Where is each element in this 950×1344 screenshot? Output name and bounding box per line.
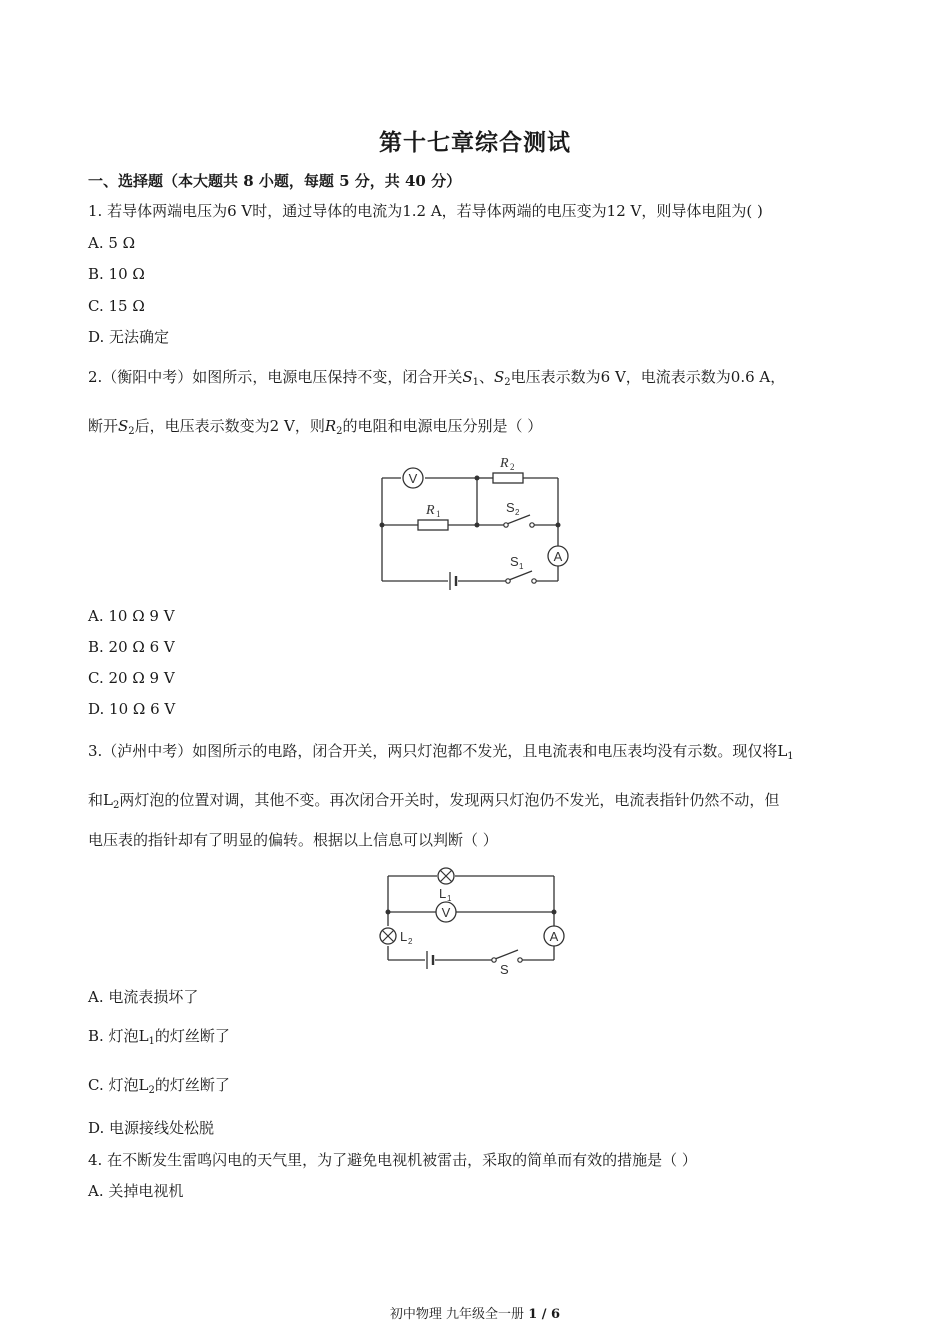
circuit-diagram-q3 (372, 864, 572, 978)
q1-option-a: A. 5 Ω (88, 234, 136, 252)
s2-label-sub: 2 (515, 508, 520, 517)
q3-option-c-sub: 2 (148, 1085, 155, 1096)
q3-option-b-text-b: 的灯丝断了 (154, 1027, 230, 1045)
q3-l-symbol: L (777, 742, 788, 760)
q1-option-c: C. 15 Ω (88, 297, 145, 315)
q3-text-b: 和 (88, 791, 104, 809)
q2-option-b: B. 20 Ω 6 V (88, 638, 175, 656)
q3-option-b-sub: 1 (148, 1036, 155, 1047)
q3-l2-sub: 2 (112, 800, 120, 811)
r2-label-sub: 2 (510, 462, 515, 472)
q2-text-e: 的电阻和电源电压分别是（ ） (342, 417, 543, 435)
question-3-stem-line2 (88, 790, 779, 810)
question-4-stem: 4. 在不断发生雷鸣闪电的天气里，为了避免电视机被雷击，采取的简单而有效的措施是（ ） (88, 1151, 697, 1169)
q3-voltmeter-label: V (441, 905, 451, 920)
l1-label-sub: 1 (447, 894, 452, 903)
l1-label: L (439, 886, 447, 901)
q3-option-d: D. 电源接线处松脱 (88, 1119, 215, 1137)
q3-option-c (88, 1075, 230, 1095)
question-3-stem-line3: 电压表的指针却有了明显的偏转。根据以上信息可以判断（ ） (88, 831, 498, 849)
page-footer (0, 1303, 950, 1322)
q2-text-d: 后，电压表示数变为2 V，则 (134, 417, 325, 435)
q3-option-c-l: L (138, 1076, 149, 1094)
q2-s2-sub: 2 (504, 377, 511, 388)
q3-l1-sub: 1 (787, 751, 794, 762)
voltmeter-label: V (408, 471, 418, 486)
q3-l-symbol-2: L (103, 791, 113, 809)
q2-s1-sub: 1 (472, 377, 479, 388)
q3-option-c-text-a: C. 灯泡 (88, 1076, 139, 1094)
question-1-stem: 1. 若导体两端电压为6 V时，通过导体的电流为1.2 A，若导体两端的电压变为12 V，则导体电阻为( ) (88, 202, 763, 220)
l2-label: L (400, 929, 408, 944)
r2-label: R (500, 456, 509, 471)
question-3-stem-line1 (88, 741, 794, 761)
q2-option-a: A. 10 Ω 9 V (88, 607, 175, 625)
s2-label: S (506, 500, 515, 515)
section-heading: 一、选择题（本大题共 8 小题，每题 5 分，共 40 分） (88, 172, 462, 190)
q3-switch-label: S (500, 962, 509, 977)
q2-s-symbol-2: S (494, 368, 505, 386)
q2-r2-sub: 2 (336, 426, 343, 437)
page-title: 第十七章综合测试 (379, 129, 571, 156)
q2-sep: 、 (478, 368, 494, 386)
q2-text-c: 断开 (88, 417, 119, 435)
r1-label-sub: 1 (436, 509, 441, 519)
q2-s2-sub-2: 2 (128, 426, 135, 437)
q2-text-a: 2.（衡阳中考）如图所示，电源电压保持不变，闭合开关 (88, 368, 463, 386)
q2-r-symbol: R (324, 417, 337, 435)
q3-text-c: 两灯泡的位置对调，其他不变。再次闭合开关时，发现两只灯泡仍不发光，电流表指针仍然不动，但 (119, 791, 780, 809)
q2-option-d: D. 10 Ω 6 V (88, 700, 176, 718)
q4-option-a: A. 关掉电视机 (88, 1182, 184, 1200)
q3-option-b (88, 1026, 230, 1046)
q1-option-b: B. 10 Ω (88, 265, 145, 283)
q3-option-b-text-a: B. 灯泡 (88, 1027, 139, 1045)
q2-s-symbol: S (462, 368, 473, 386)
q3-option-c-text-b: 的灯丝断了 (154, 1076, 230, 1094)
footer-subject: 初中物理 九年级全一册 (389, 1307, 529, 1322)
q2-option-c: C. 20 Ω 9 V (88, 669, 175, 687)
ammeter-label: A (553, 549, 563, 564)
q2-text-b: 电压表示数为6 V，电流表示数为0.6 A， (510, 368, 786, 386)
q2-s-symbol-3: S (118, 417, 129, 435)
s1-label-sub: 1 (519, 562, 524, 571)
q3-text-a: 3.（泸州中考）如图所示的电路，闭合开关，两只灯泡都不发光，且电流表和电压表均没有示数。现仅将 (88, 742, 778, 760)
question-2-stem-line2 (88, 416, 542, 436)
q3-option-a: A. 电流表损坏了 (88, 988, 199, 1006)
q1-option-d: D. 无法确定 (88, 328, 170, 346)
page-number: 1 / 6 (528, 1307, 561, 1322)
r1-label: R (426, 503, 435, 518)
s1-label: S (510, 554, 519, 569)
question-2-stem-line1 (88, 367, 785, 387)
q3-ammeter-label: A (549, 929, 559, 944)
circuit-diagram-q2 (370, 448, 580, 596)
l2-label-sub: 2 (408, 937, 413, 946)
q3-option-b-l: L (138, 1027, 149, 1045)
